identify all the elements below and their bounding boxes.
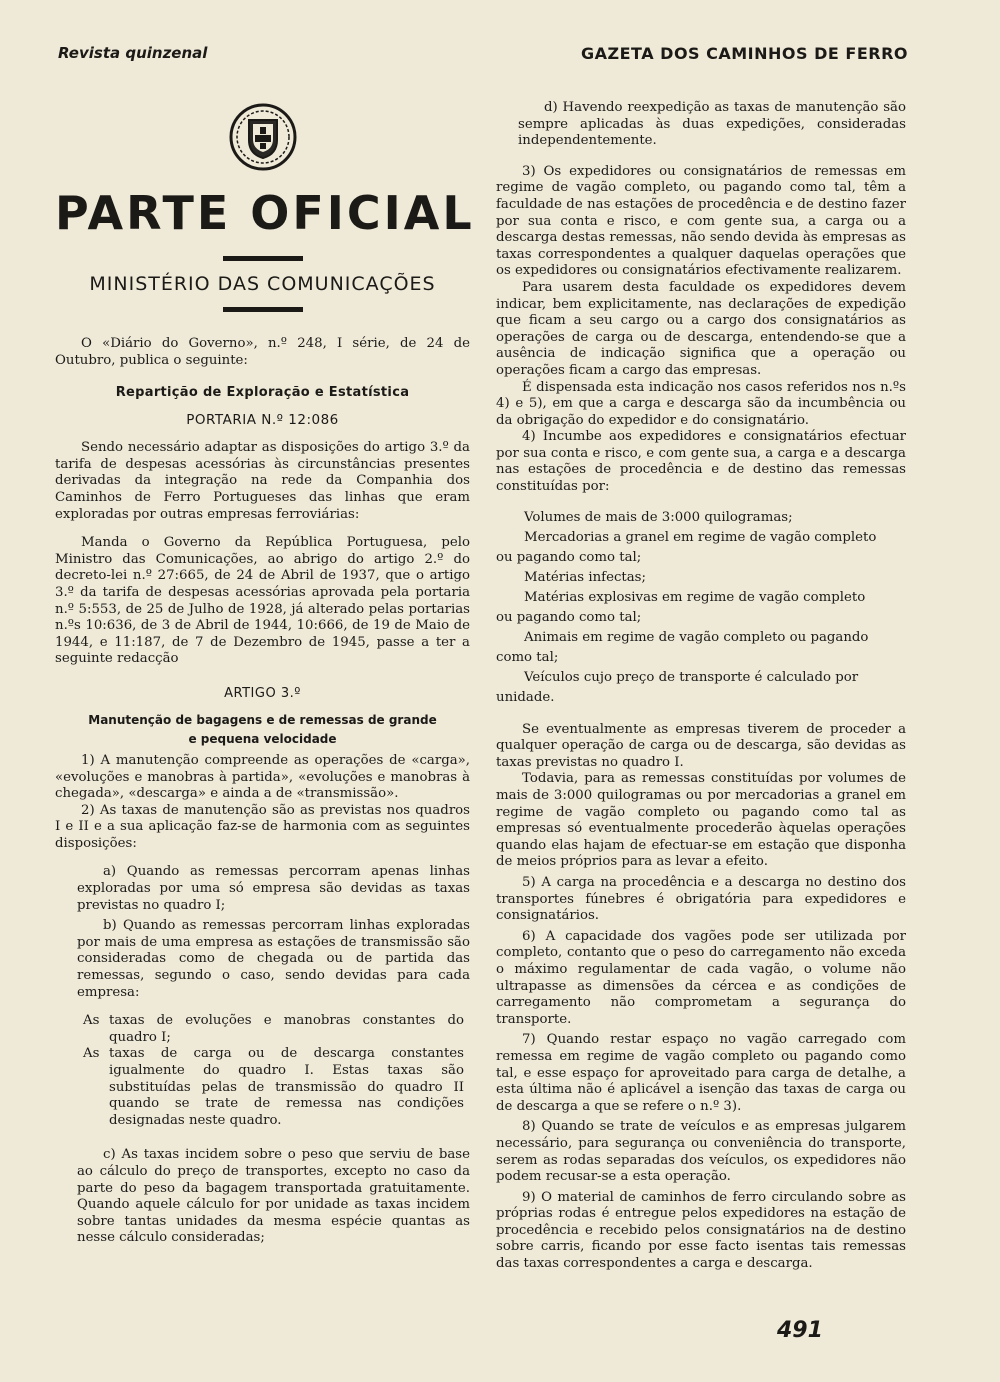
right-column bbox=[496, 100, 906, 1273]
page-title: PARTE OFICIAL bbox=[55, 186, 475, 240]
paragraph-item-9: 9) O material de caminhos de ferro circulando sobre as próprias rodas é entregue pelos expedidores na estação de procedência e recebido pelos consignatários na de destino sobre carris, ficando por esse facto isentas tais remessas das taxas correspondentes a carga e descarga. bbox=[496, 1189, 906, 1272]
portuguese-coat-of-arms-emblem bbox=[228, 102, 298, 172]
materials-list-item: Veículos cujo preço de transporte é calculado por bbox=[524, 669, 859, 685]
materials-list-item-cont: ou pagando como tal; bbox=[496, 549, 642, 565]
materials-list-item: Animais em regime de vagão completo ou pagando bbox=[524, 629, 869, 645]
as-list-marker: As bbox=[83, 1046, 100, 1062]
paragraph-item-8: 8) Quando se trate de veículos e as empresas julgarem necessário, para segurança ou conveniência do transporte, serem as rodas separadas dos veículos, os expedidores não podem recusar-se a esta operação. bbox=[496, 1119, 906, 1185]
as-list-item bbox=[83, 1013, 464, 1046]
materials-list-item: Matérias explosivas em regime de vagão completo bbox=[524, 589, 866, 605]
left-column bbox=[55, 100, 475, 1247]
as-list-text: taxas de carga ou de descarga constantes igualmente do quadro I. Estas taxas são substituídas pelas de transmissão do quadro II quando se trate de remessa nas condições designadas neste quadro. bbox=[109, 1046, 464, 1128]
paragraph-item-2: 2) As taxas de manutenção são as previstas nos quadros I e II e a sua aplicação faz-se de harmonia com as seguintes disposições: bbox=[55, 802, 470, 851]
title-divider bbox=[223, 256, 303, 261]
as-list bbox=[55, 1013, 470, 1129]
paragraph-item-1: 1) A manutenção compreende as operações de «carga», «evoluções e manobras à partida», «evoluções e manobras à chegada», «descarga» e ainda a de «transmissão». bbox=[55, 752, 470, 802]
article-subheading bbox=[55, 711, 470, 749]
paragraph-item-b: b) Quando as remessas percorram linhas exploradas por mais de uma empresa as estações de transmissão são consideradas como de chegada ou de partida das remessas, segundo o caso, sendo devidas para cada empresa: bbox=[77, 918, 470, 1000]
paragraph-item-7: 7) Quando restar espaço no vagão carregado com remessa em regime de vagão completo ou pagando como tal, e esse espaço for aproveitado para carga de detalhe, a esta última não é aplicável a isenção das taxas de carga ou de descarga a que se refere o n.º 3). bbox=[496, 1032, 906, 1114]
paragraph-item-6: 6) A capacidade dos vagões pode ser utilizada por completo, contanto que o peso do carregamento não exceda o máximo regulamentar de cada vagão, o volume não ultrapasse as dimensões da cércea e as condições de carregamento não comprometam a segurança do transporte. bbox=[496, 928, 906, 1027]
paragraph-item-4-cont: Se eventualmente as empresas tiverem de proceder a qualquer operação de carga ou de descarga, são devidas as taxas previstas no quadro I. bbox=[496, 721, 906, 770]
paragraph-item-3: 3) Os expedidores ou consignatários de remessas em regime de vagão completo, ou pagando como tal, têm a faculdade de nas estações de procedência e de destino fazer por sua conta e risco, e com gente sua, a carga ou a descarga destas remessas, não sendo devida às empresas as taxas correspondentes a qualquer daquelas operações que os expedidores ou consignatários efectivamente realizarem. bbox=[496, 163, 906, 279]
ministry-divider bbox=[223, 307, 303, 312]
paragraph-item-4: 4) Incumbe aos expedidores e consignatários efectuar por sua conta e risco, e com gente sua, a carga e a descarga nas estações de procedência e de destino das remessas constituídas por: bbox=[496, 429, 906, 495]
as-list-marker: As bbox=[83, 1013, 100, 1029]
materials-list bbox=[496, 508, 906, 708]
materials-list-item-cont: unidade. bbox=[496, 689, 555, 705]
paragraph-preamble: Sendo necessário adaptar as disposições do artigo 3.º da tarifa de despesas acessórias às circunstâncias presentes derivadas da integração na rede da Companhia dos Caminhos de Ferro Portugueses das linhas que eram exploradas por outras empresas ferroviárias: bbox=[55, 440, 470, 522]
paragraph-decree: Manda o Governo da República Portuguesa, pelo Ministro das Comunicações, ao abrigo do artigo 2.º do decreto-lei n.º 27:665, de 24 de Abril de 1937, que o artigo 3.º da tarifa de despesas acessórias aprovada pela portaria n.º 5:553, de 25 de Julho de 1928, já alterado pelas portarias n.ºs 10:636, de 3 de Abril de 1944, 10:666, de 19 de Maio de 1944, e 11:187, de 7 de Dezembro de 1945, passe a ter a seguinte redacção bbox=[55, 535, 470, 667]
sub-item-c bbox=[55, 1147, 470, 1247]
sub-items-a-b bbox=[55, 864, 470, 1001]
materials-list-item-cont: como tal; bbox=[496, 649, 559, 665]
page-number: 491 bbox=[777, 1318, 823, 1343]
paragraph-item-3-exception: É dispensada esta indicação nos casos referidos nos n.ºs 4) e 5), em que a carga e descarga são da incumbência ou da obrigação do expedidor e do consignatário. bbox=[496, 379, 906, 428]
materials-list-item: Mercadorias a granel em regime de vagão completo bbox=[524, 529, 877, 545]
paragraph-item-4-todavia: Todavia, para as remessas constituídas por volumes de mais de 3:000 quilogramas ou por mercadorias a granel em regime de vagão completo ou pagando como tal as empresas só eventualmente procederão àquelas operações quando elas hajam de efectuar-se em estação que disponha de meios próprios para as levar a efeito. bbox=[496, 771, 906, 870]
running-header-right: GAZETA DOS CAMINHOS DE FERRO bbox=[580, 44, 908, 63]
ministry-heading: MINISTÉRIO DAS COMUNICAÇÕES bbox=[89, 273, 436, 295]
materials-list-item-cont: ou pagando como tal; bbox=[496, 609, 642, 625]
paragraph-item-a: a) Quando as remessas percorram apenas linhas exploradas por uma só empresa são devidas as taxas previstas no quadro I; bbox=[77, 864, 470, 913]
portaria-number: PORTARIA N.º 12:086 bbox=[186, 412, 339, 429]
as-list-item bbox=[83, 1046, 464, 1129]
article-heading: ARTIGO 3.º bbox=[224, 685, 301, 701]
intro-paragraph: O «Diário do Governo», n.º 248, I série, de 24 de Outubro, publica o seguinte: bbox=[55, 336, 470, 368]
sub-item-d bbox=[496, 100, 906, 150]
article-subheading-line-1: Manutenção de bagagens e de remessas de grande bbox=[88, 712, 437, 727]
as-list-text: taxas de evoluções e manobras constantes do quadro I; bbox=[109, 1013, 464, 1045]
materials-list-item: Matérias infectas; bbox=[524, 569, 646, 585]
paragraph-item-5: 5) A carga na procedência e a descarga no destino dos transportes fúnebres é obrigatória para expedidores e consignatários. bbox=[496, 875, 906, 924]
materials-list-item: Volumes de mais de 3:000 quilogramas; bbox=[524, 509, 793, 525]
paragraph-item-d: d) Havendo reexpedição as taxas de manutenção são sempre aplicadas às duas expedições, consideradas independentemente. bbox=[518, 100, 906, 149]
paragraph-item-c: c) As taxas incidem sobre o peso que serviu de base ao cálculo do preço de transportes, excepto no caso da parte do peso da bagagem transportada gratuitamente. Quando aquele cálculo for por unidade as taxas incidem sobre tantas unidades da mesma espécie quantas as nesse cálculo consideradas; bbox=[77, 1147, 470, 1246]
running-header-left: Revista quinzenal bbox=[58, 44, 208, 62]
section-heading: Repartição de Exploração e Estatística bbox=[115, 385, 410, 401]
paragraph-item-3-cont: Para usarem desta faculdade os expedidores devem indicar, bem explicitamente, nas declarações de expedição que ficam a seu cargo ou a cargo dos consignatários as operações de carga ou de descarga, entendendo-se que a ausência de indicação significa que a operação ou operações ficam a cargo das empresas. bbox=[496, 279, 906, 378]
article-subheading-line-2: e pequena velocidade bbox=[188, 731, 337, 746]
